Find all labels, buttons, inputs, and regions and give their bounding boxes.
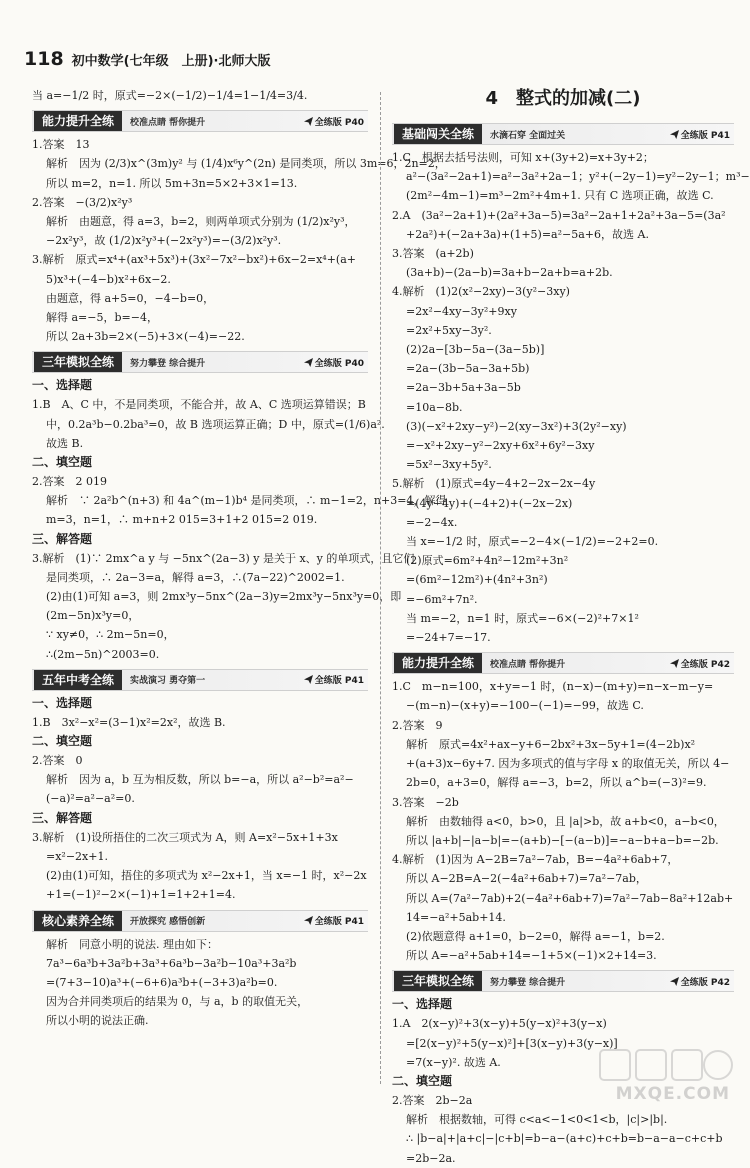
banner-page-ref [670, 975, 730, 988]
answer-line: 1.C m−n=100，x+y=−1 时，(n−x)−(m+y)=n−x−m−y= [392, 680, 714, 694]
answer-line: +(a+3)x−6y+7. 因为多项式的值与字母 x 的取值无关，所以 4− [406, 757, 730, 771]
answer-line: 由题意，得 a+5=0，−4−b=0， [46, 291, 215, 305]
answer-line: =2b−2a. [406, 1151, 456, 1165]
paper-plane-icon [304, 675, 313, 684]
answer-line: 所以 A=−a²+5ab+14=−1+5×(−1)×2+14=3. [406, 949, 657, 963]
answer-line: ∵ xy≠0，∴ 2m−5n=0， [46, 628, 175, 642]
answer-line: 当 x=−1/2 时，原式=−2−4×(−1/2)=−2+2=0. [406, 535, 659, 549]
answer-line: (2)由(1)可知，捂住的多项式为 x²−2x+1，当 x=−1 时，x²−2x [46, 869, 367, 883]
banner-page-ref-text: 全练版 P41 [314, 676, 364, 687]
banner-page-ref-text: 全练版 P40 [314, 358, 364, 369]
answer-line: 当 m=−2，n=1 时，原式=−6×(−2)²+7×1² [406, 611, 639, 625]
answer-line: 1.B A、C 中，不是同类项，不能合并，故 A、C 选项运算错误；B [32, 398, 366, 412]
answer-line: −2x²y³，故 (1/2)x²y³+(−2x²y³)=−(3/2)x²y³. [46, 234, 282, 248]
answer-line: =5x²−3xy+5y². [406, 458, 492, 472]
answer-line: 解析 由题意，得 a=3，b=2，则两单项式分别为 (1/2)x²y³， [46, 215, 356, 229]
answer-line: 所以 A−2B=A−2(−4a²+6ab+7)=7a²−7ab， [406, 872, 647, 886]
answer-line: 解析 原式=4x²+ax−y+6−2bx²+3x−5y+1=(4−2b)x² [406, 737, 696, 751]
answer-line: (3a+b)−(2a−b)=3a+b−2a+b=a+2b. [406, 266, 613, 280]
paper-plane-icon [670, 130, 679, 139]
answer-line: 3.解析 (1)∵ 2mx^a y 与 −5nx^(2a−3) y 是关于 x、y 的单项式，且它们 [32, 551, 415, 565]
banner-page-ref-text: 全练版 P42 [680, 659, 730, 670]
banner-page-ref-text: 全练版 P41 [314, 917, 364, 927]
question-type-heading: 三、解答题 [32, 531, 93, 546]
answer-line: (2)依题意得 a+1=0，b−2=0，解得 a=−1，b=2. [406, 929, 665, 943]
column-divider [380, 92, 381, 1084]
answer-line: 所以 m=2，n=1. 所以 5m+3n=5×2+3×1=13. [46, 176, 298, 190]
paper-plane-icon [304, 117, 313, 126]
section-banner [392, 652, 734, 674]
answer-line: 2.答案 2 019 [32, 475, 107, 489]
answer-line: 2.答案 2b−2a [392, 1093, 473, 1107]
banner-subtitle: 校准点睛 帮你提升 [490, 659, 566, 670]
paper-plane-icon [304, 916, 313, 925]
answer-line: 所以 A=(7a²−7ab)+2(−4a²+6ab+7)=7a²−7ab−8a²+12ab+ [406, 891, 734, 905]
banner-subtitle: 实战演习 勇夺第一 [130, 676, 206, 687]
question-type-heading: 一、选择题 [32, 378, 93, 393]
answer-line: 1.答案 13 [32, 138, 90, 152]
chapter-title: 4 整式的加减(二) [485, 88, 641, 109]
paper-plane-icon [304, 358, 313, 367]
answer-line: =−24+7=−17. [406, 631, 491, 645]
answer-line: 2b=0，a+3=0，解得 a=−3，b=2，所以 a^b=(−3)²=9. [406, 776, 707, 790]
banner-page-ref [304, 356, 364, 369]
answer-line: a²−(3a²−2a+1)=a²−3a²+2a−1；y²+(−2y−1)=y²−2y−1；m³− [406, 170, 750, 184]
section-banner [392, 970, 734, 992]
answer-line: m=3，n=1，∴ m+n+2 015=3+1+2 015=2 019. [46, 513, 318, 527]
banner-title: 三年模拟全练 [34, 352, 122, 372]
answer-line: 2.A (3a²−2a+1)+(2a²+3a−5)=3a²−2a+1+2a²+3a−5=(3a² [392, 208, 726, 222]
section-banner [32, 110, 368, 132]
banner-subtitle: 校准点睛 帮你提升 [130, 117, 206, 128]
answer-line: 是同类项，∴ 2a−3=a，解得 a=3，∴(7a−22)^2002=1. [46, 570, 345, 584]
answer-line: 解析 同意小明的说法. 理由如下： [46, 937, 218, 951]
answer-line: +1=(−1)²−2×(−1)+1=1+2+1=4. [46, 888, 236, 902]
answer-line: +2a²)+(−2a+3a)+(1+5)=a²−5a+6，故选 A. [406, 227, 649, 241]
answer-line: 解得 a=−5，b=−4， [46, 311, 158, 325]
answer-line: ∴(2m−5n)^2003=0. [46, 647, 160, 661]
banner-page-ref [304, 673, 364, 686]
answer-line: (−a)²=a²−a²=0. [46, 792, 135, 806]
right-column [392, 86, 750, 1168]
question-type-heading: 一、选择题 [32, 695, 93, 710]
answer-line: =7(x−y)². 故选 A. [406, 1055, 501, 1069]
book-title: 初中数学(七年级 上册)·北师大版 [71, 54, 271, 69]
answer-line: 解析 因为 a，b 互为相反数，所以 b=−a，所以 a²−b²=a²− [46, 773, 354, 787]
banner-page-ref [304, 914, 364, 927]
answer-line: ∴ |b−a|+|a+c|−|c+b|=b−a−(a+c)+c+b=b−a−a−c+c+b [406, 1132, 723, 1146]
banner-title: 三年模拟全练 [394, 971, 482, 991]
question-type-heading: 二、填空题 [32, 455, 93, 470]
answer-line: 当 a=−1/2 时，原式=−2×(−1/2)−1/4=1−1/4=3/4. [32, 89, 308, 102]
section-banner [392, 123, 734, 145]
answer-line: =(6m²−12m²)+(4n²+3n²) [406, 573, 548, 587]
answer-line: 所以小明的说法正确. [46, 1014, 149, 1028]
answer-line: =2a−(3b−5a−3a+5b) [406, 362, 530, 376]
answer-line: =x²−2x+1. [46, 849, 108, 863]
answer-line: 解析 由数轴得 a<0，b>0，且 |a|>b，故 a+b<0，a−b<0， [406, 814, 725, 828]
answer-line: (2)2a−[3b−5a−(3a−5b)] [406, 343, 545, 357]
answer-line: 所以 |a+b|−|a−b|=−(a+b)−[−(a−b)]=−a−b+a−b=−2b. [406, 833, 719, 847]
answer-line: 5)x³+(−4−b)x²+6x−2. [46, 272, 171, 286]
answer-line: 解析 因为 (2/3)x^(3m)y² 与 (1/4)x⁶y^(2n) 是同类项，所以 3m=6，2n=2， [46, 157, 446, 171]
answer-line: (2m−5n)x³y=0， [46, 609, 140, 623]
answer-line: 因为合并同类项后的结果为 0，与 a，b 的取值无关， [46, 995, 309, 1009]
answer-line: =(7+3−10)a³+(−6+6)a³b+(−3+3)a²b=0. [46, 975, 278, 989]
answer-line: =(4y−4y)+(−4+2)+(−2x−2x) [406, 496, 573, 510]
answer-line: 2.答案 9 [392, 718, 443, 732]
watermark-text: MXQE.COM [615, 1084, 730, 1104]
banner-title: 五年中考全练 [34, 670, 122, 690]
answer-line: 解析 ∵ 2a²b^(n+3) 和 4a^(m−1)b⁴ 是同类项，∴ m−1=2，n+3=4，解得 [46, 494, 447, 508]
banner-page-ref-text: 全练版 P42 [680, 977, 730, 988]
site-watermark [596, 1044, 736, 1106]
page-number: 118 [24, 48, 64, 70]
answer-line: (2m²−4m−1)=m³−2m²+4m+1. 只有 C 选项正确，故选 C. [406, 189, 714, 203]
answer-line: =[2(x−y)²+5(y−x)²]+[3(x−y)+3(y−x)] [406, 1036, 618, 1050]
answer-line: =2x²+5xy−3y². [406, 323, 492, 337]
banner-page-ref [304, 115, 364, 128]
answer-line: 2.答案 0 [32, 754, 83, 768]
answer-line: =2x²−4xy−3y²+9xy [406, 304, 517, 318]
answer-line: 7a³−6a³b+3a²b+3a³+6a³b−3a²b−10a³+3a²b [46, 956, 297, 970]
page-header [24, 48, 344, 76]
question-type-heading: 二、填空题 [32, 734, 93, 749]
answer-line: 故选 B. [46, 436, 84, 450]
answer-line: 5.解析 (1)原式=4y−4+2−2x−2x−4y [392, 477, 596, 491]
answer-line: −(m−n)−(x+y)=−100−(−1)=−99，故选 C. [406, 699, 644, 713]
answer-line: (2)由(1)可知 a=3，则 2mx³y−5nx^(2a−3)y=2mx³y−5nx³y=0，即 [46, 590, 402, 604]
banner-subtitle: 努力攀登 综合提升 [490, 977, 566, 988]
banner-title: 基础闯关全练 [394, 124, 482, 144]
answer-line: 3.答案 (a+2b) [392, 247, 474, 261]
answer-line: 4.解析 (1)2(x²−2xy)−3(y²−3xy) [392, 285, 570, 299]
paper-plane-icon [670, 977, 679, 986]
paper-plane-icon [670, 659, 679, 668]
banner-subtitle: 水滴石穿 全面过关 [490, 130, 566, 141]
answer-line: 1.A 2(x−y)²+3(x−y)+5(y−x)²+3(y−x) [392, 1017, 607, 1031]
answer-line: 3.答案 −2b [392, 795, 459, 809]
answer-line: 1.B 3x²−x²=(3−1)x²=2x²，故选 B. [32, 715, 226, 729]
answer-line: =−x²+2xy−y²−2xy+6x²+6y²−3xy [406, 439, 595, 453]
answer-line: 中，0.2a³b−0.2ba³=0，故 B 选项运算正确；D 中，原式=(1/6)a². [46, 417, 385, 431]
answer-line: =10a−8b. [406, 400, 463, 414]
section-banner [32, 351, 368, 373]
answer-line: 3.解析 (1)设所捂住的二次三项式为 A，则 A=x²−5x+1+3x [32, 830, 338, 844]
answer-line: 14=−a²+5ab+14. [406, 910, 506, 924]
section-banner [32, 669, 368, 691]
banner-subtitle: 努力攀登 综合提升 [130, 358, 206, 369]
answer-line: =−6m²+7n². [406, 592, 478, 606]
banner-title: 能力提升全练 [34, 111, 122, 131]
banner-page-ref-text: 全练版 P41 [680, 130, 730, 141]
answer-line: 1.C 根据去括号法则，可知 x+(3y+2)=x+3y+2； [392, 151, 654, 164]
answer-line: =−2−4x. [406, 515, 458, 529]
section-banner [32, 910, 368, 932]
banner-title: 核心素养全练 [34, 911, 122, 931]
answer-line: 2.答案 −(3/2)x²y³ [32, 195, 133, 209]
answer-line: 4.解析 (1)因为 A−2B=7a²−7ab，B=−4a²+6ab+7， [392, 853, 679, 867]
banner-page-ref-text: 全练版 P40 [314, 117, 364, 128]
answer-line: 3.解析 原式=x⁴+(ax³+5x³)+(3x²−7x²−bx²)+6x−2=x⁴+(a+ [32, 253, 356, 267]
banner-page-ref [670, 657, 730, 670]
banner-subtitle: 开放探究 感悟创新 [130, 917, 206, 927]
answer-line: =2a−3b+5a+3a−5b [406, 381, 521, 395]
banner-page-ref [670, 128, 730, 141]
answer-line: 所以 2a+3b=2×(−5)+3×(−4)=−22. [46, 330, 245, 344]
question-type-heading: 三、解答题 [32, 810, 93, 825]
banner-title: 能力提升全练 [394, 653, 482, 673]
answer-line: (2)原式=6m²+4n²−12m²+3n² [406, 554, 569, 568]
question-type-heading: 二、填空题 [392, 1073, 453, 1088]
question-type-heading: 一、选择题 [392, 997, 453, 1012]
answer-line: 解析 根据数轴，可得 c<a<−1<0<1<b，|c|>|b|. [406, 1113, 668, 1127]
answer-line: (3)(−x²+2xy−y²)−2(xy−3x²)+3(2y²−xy) [406, 419, 627, 433]
